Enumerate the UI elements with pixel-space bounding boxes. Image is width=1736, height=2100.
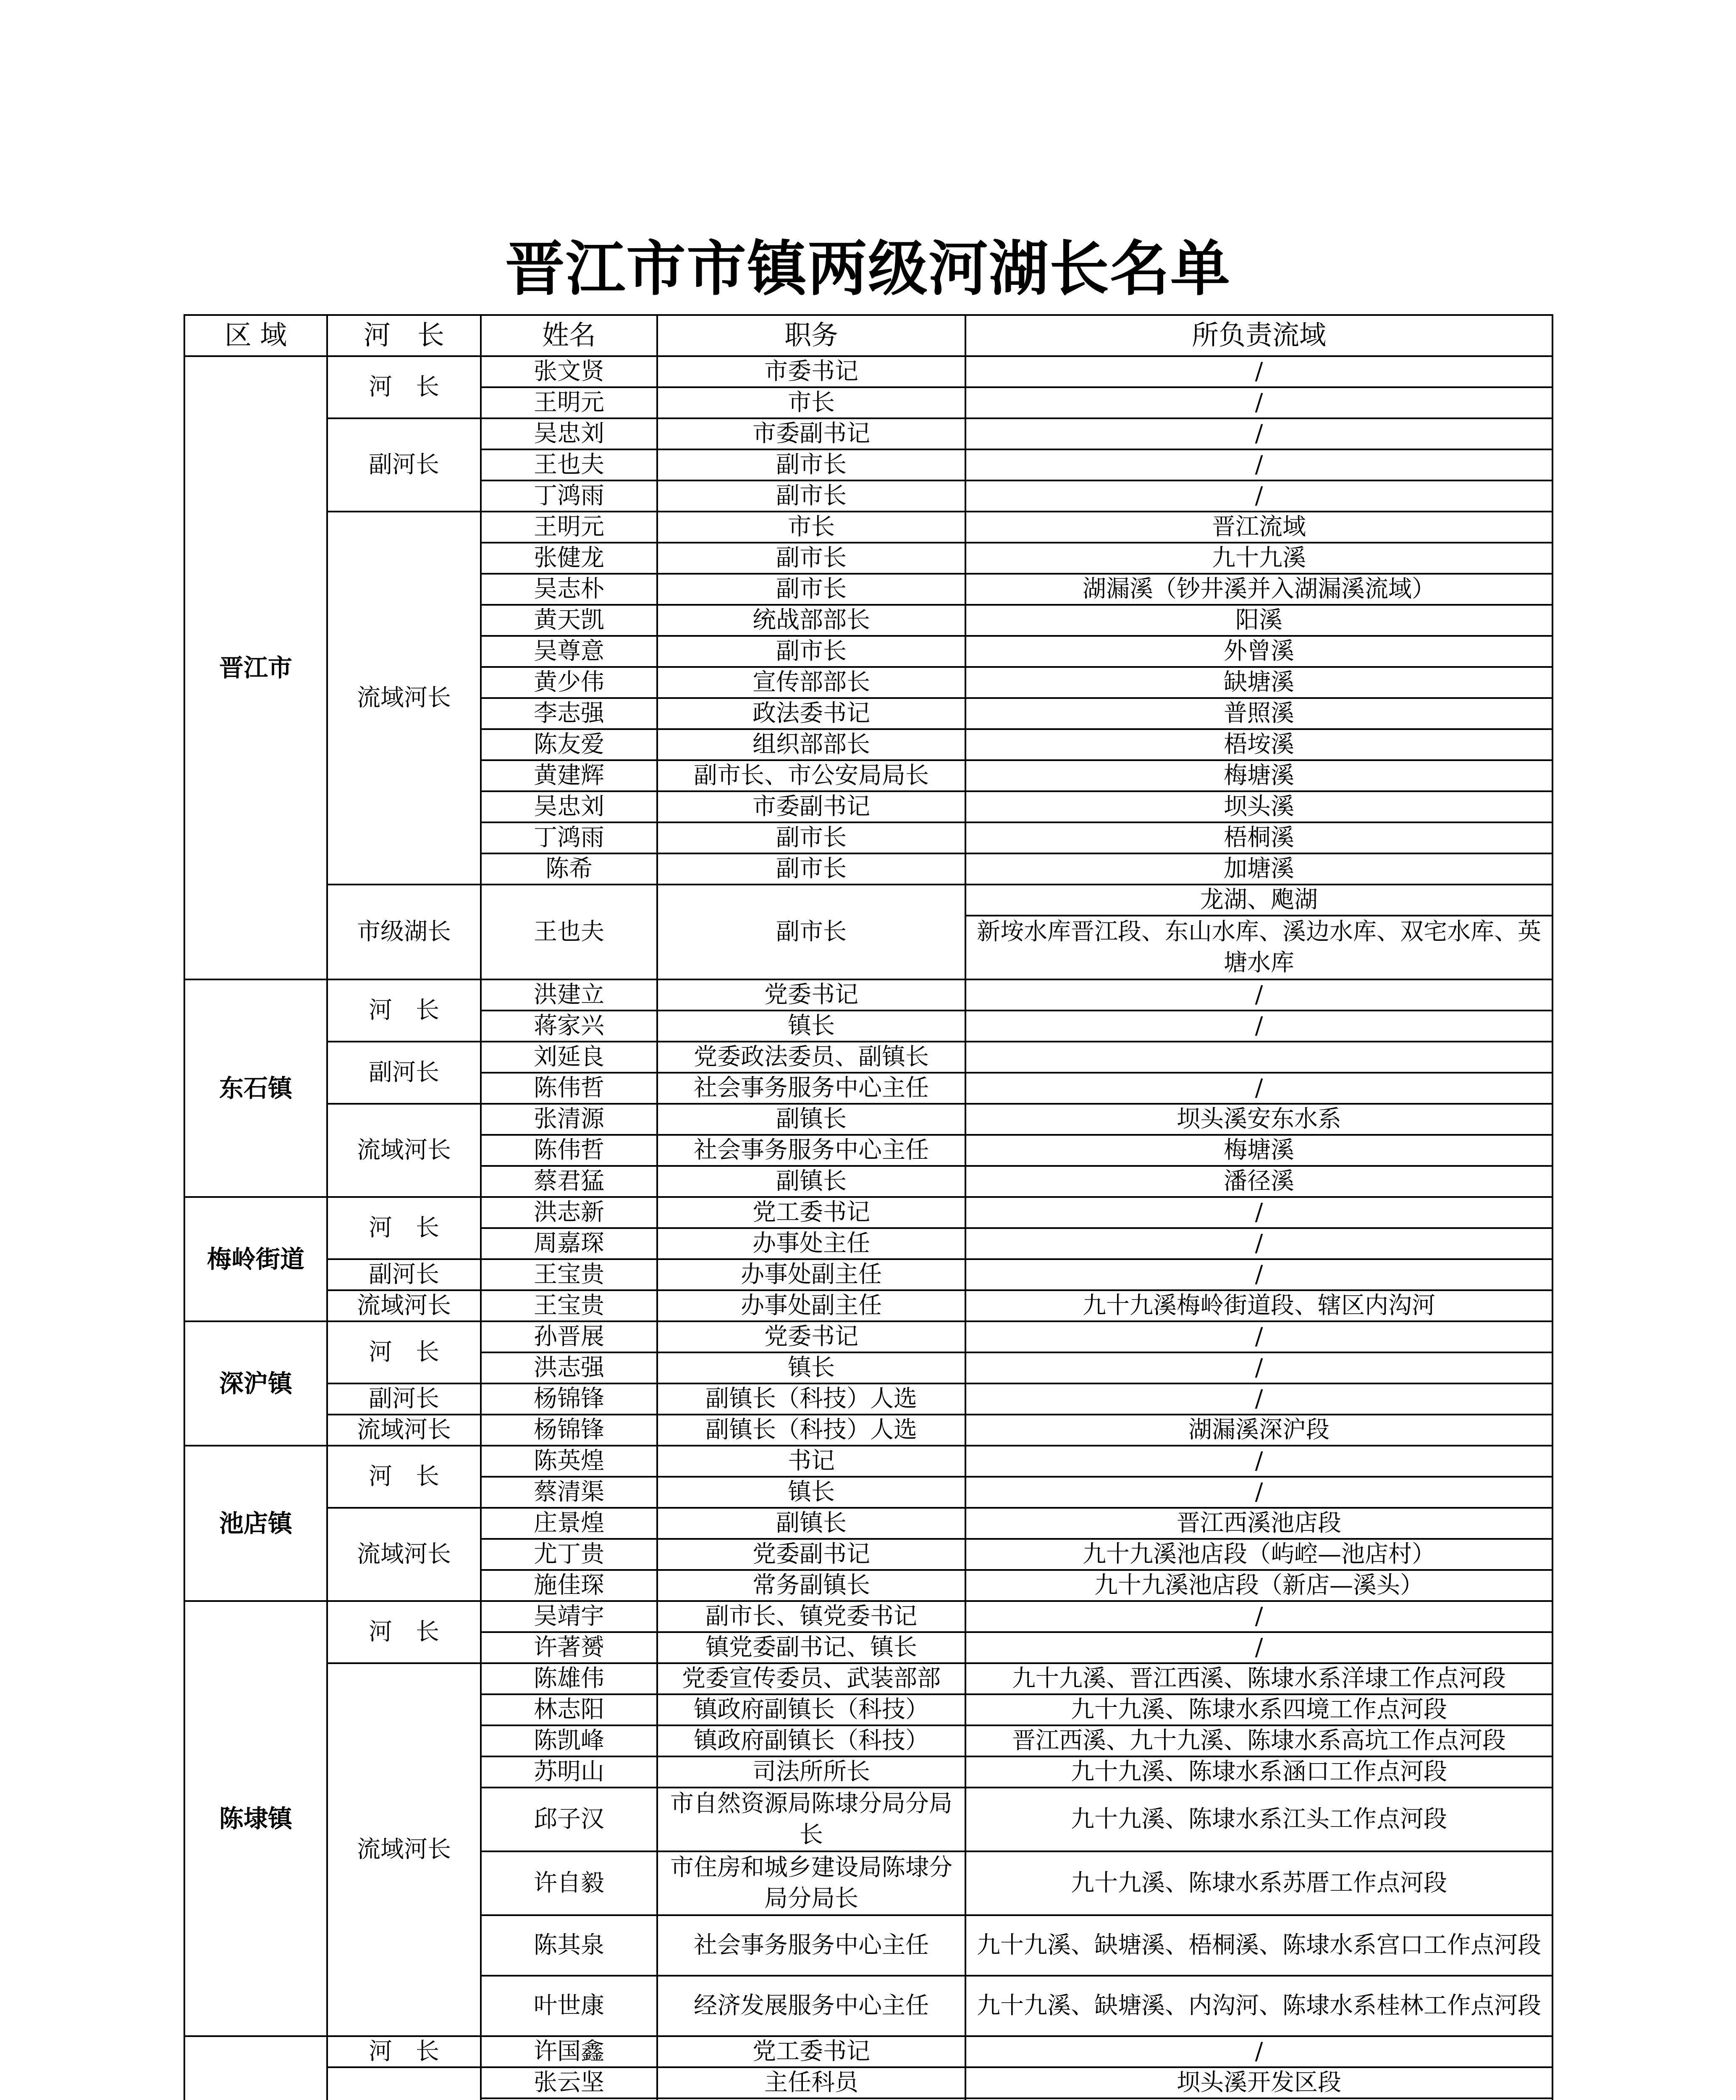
position-cell: 镇政府副镇长（科技） bbox=[657, 1725, 965, 1756]
position-cell: 党工委书记 bbox=[657, 1197, 965, 1228]
position-cell: 书记 bbox=[657, 1446, 965, 1477]
position-cell: 政法委书记 bbox=[657, 698, 965, 729]
table-row bbox=[184, 1446, 1552, 1477]
chief-role-cell: 河 长 bbox=[327, 356, 481, 418]
area-cell: / bbox=[965, 1477, 1552, 1508]
name-cell: 陈友爱 bbox=[481, 729, 657, 760]
area-cell: 九十九溪、缺塘溪、内沟河、陈埭水系桂林工作点河段 bbox=[965, 1976, 1552, 2036]
area-cell: 潘径溪 bbox=[965, 1166, 1552, 1197]
area-cell: / bbox=[965, 1259, 1552, 1290]
table-row bbox=[184, 1197, 1552, 1228]
position-cell: 副市长 bbox=[657, 853, 965, 885]
position-cell: 党工委书记 bbox=[657, 2036, 965, 2067]
area-cell: / bbox=[965, 449, 1552, 480]
area-cell: 九十九溪、缺塘溪、梧桐溪、陈埭水系宫口工作点河段 bbox=[965, 1915, 1552, 1976]
table-row bbox=[184, 2036, 1552, 2067]
area-cell: 晋江西溪池店段 bbox=[965, 1508, 1552, 1539]
area-cell: 加塘溪 bbox=[965, 853, 1552, 885]
table-row bbox=[184, 1321, 1552, 1352]
area-cell: 阳溪 bbox=[965, 605, 1552, 636]
position-cell: 社会事务服务中心主任 bbox=[657, 1915, 965, 1976]
name-cell: 张文贤 bbox=[481, 356, 657, 387]
position-cell: 党委书记 bbox=[657, 1321, 965, 1352]
position-cell: 司法所所长 bbox=[657, 1756, 965, 1788]
chief-role-cell: 副河长 bbox=[327, 1383, 481, 1415]
header-position: 职务 bbox=[657, 315, 965, 356]
position-cell: 办事处副主任 bbox=[657, 1290, 965, 1321]
position-cell: 党委书记 bbox=[657, 979, 965, 1011]
name-cell: 孙晋展 bbox=[481, 1321, 657, 1352]
name-cell: 蔡君猛 bbox=[481, 1166, 657, 1197]
chief-role-cell: 流域河长 bbox=[327, 1508, 481, 1601]
name-cell: 丁鸿雨 bbox=[481, 480, 657, 512]
position-cell: 党委宣传委员、武装部部 bbox=[657, 1663, 965, 1694]
area-cell: / bbox=[965, 387, 1552, 418]
name-cell: 吴忠刘 bbox=[481, 418, 657, 449]
name-cell: 陈凯峰 bbox=[481, 1725, 657, 1756]
position-cell: 副镇长 bbox=[657, 1104, 965, 1135]
position-cell: 副市长 bbox=[657, 480, 965, 512]
area-cell: 湖漏溪（钞井溪并入湖漏溪流域） bbox=[965, 574, 1552, 605]
region-cell bbox=[184, 2036, 327, 2100]
area-cell: 九十九溪梅岭街道段、辖区内沟河 bbox=[965, 1290, 1552, 1321]
region-cell: 晋江市 bbox=[184, 356, 327, 979]
position-cell: 市长 bbox=[657, 512, 965, 543]
chief-role-cell: 副河长 bbox=[327, 1042, 481, 1104]
position-cell: 经济发展服务中心主任 bbox=[657, 1976, 965, 2036]
area-cell: 缺塘溪 bbox=[965, 667, 1552, 698]
chief-role-cell: 河 长 bbox=[327, 1601, 481, 1663]
region-cell: 东石镇 bbox=[184, 979, 327, 1197]
position-cell: 副镇长 bbox=[657, 1508, 965, 1539]
area-cell: 九十九溪、陈埭水系苏厝工作点河段 bbox=[965, 1851, 1552, 1915]
table-row bbox=[184, 1601, 1552, 1632]
area-cell: 梧桐溪 bbox=[965, 822, 1552, 853]
position-cell: 市自然资源局陈埭分局分局长 bbox=[657, 1788, 965, 1851]
region-cell: 梅岭街道 bbox=[184, 1197, 327, 1321]
region-cell: 池店镇 bbox=[184, 1446, 327, 1601]
area-cell: / bbox=[965, 2036, 1552, 2067]
area-cell: 晋江流域 bbox=[965, 512, 1552, 543]
table-row bbox=[184, 885, 1552, 916]
chief-role-cell: 市级湖长 bbox=[327, 885, 481, 979]
position-cell: 镇长 bbox=[657, 1011, 965, 1042]
table-row bbox=[184, 979, 1552, 1011]
name-cell: 丁鸿雨 bbox=[481, 822, 657, 853]
name-cell: 林志阳 bbox=[481, 1694, 657, 1725]
name-cell: 李志强 bbox=[481, 698, 657, 729]
area-cell: / bbox=[965, 1073, 1552, 1104]
area-cell: / bbox=[965, 1446, 1552, 1477]
name-cell: 王明元 bbox=[481, 512, 657, 543]
position-cell: 副市长 bbox=[657, 885, 965, 979]
name-cell: 尤丁贵 bbox=[481, 1539, 657, 1570]
position-cell: 副市长 bbox=[657, 636, 965, 667]
name-cell: 施佳琛 bbox=[481, 1570, 657, 1601]
chief-role-cell: 河 长 bbox=[327, 1446, 481, 1508]
river-chief-table bbox=[184, 314, 1553, 2100]
position-cell: 社会事务服务中心主任 bbox=[657, 1135, 965, 1166]
table-row bbox=[184, 1415, 1552, 1446]
position-cell: 市长 bbox=[657, 387, 965, 418]
area-cell: / bbox=[965, 1197, 1552, 1228]
position-cell: 副市长 bbox=[657, 449, 965, 480]
name-cell: 陈其泉 bbox=[481, 1915, 657, 1976]
name-cell: 张清源 bbox=[481, 1104, 657, 1135]
area-cell: 九十九溪、陈埭水系四境工作点河段 bbox=[965, 1694, 1552, 1725]
header-chief-role: 河 长 bbox=[327, 315, 481, 356]
name-cell: 王也夫 bbox=[481, 449, 657, 480]
name-cell: 吴靖宇 bbox=[481, 1601, 657, 1632]
position-cell bbox=[657, 2098, 965, 2100]
name-cell: 洪志强 bbox=[481, 1352, 657, 1383]
name-cell: 陈英煌 bbox=[481, 1446, 657, 1477]
chief-role-cell: 河 长 bbox=[327, 1197, 481, 1259]
position-cell: 副镇长 bbox=[657, 1166, 965, 1197]
area-cell: 梧垵溪 bbox=[965, 729, 1552, 760]
position-cell: 办事处主任 bbox=[657, 1228, 965, 1259]
position-cell: 镇政府副镇长（科技） bbox=[657, 1694, 965, 1725]
area-cell: / bbox=[965, 979, 1552, 1011]
area-cell: 坝头溪安东水系 bbox=[965, 1104, 1552, 1135]
name-cell: 蔡清渠 bbox=[481, 1477, 657, 1508]
table-row bbox=[184, 1259, 1552, 1290]
name-cell: 蒋家兴 bbox=[481, 1011, 657, 1042]
table-row bbox=[184, 356, 1552, 387]
position-cell: 党委副书记 bbox=[657, 1539, 965, 1570]
area-cell: 九十九溪、陈埭水系江头工作点河段 bbox=[965, 1788, 1552, 1851]
page-title: 晋江市市镇两级河湖长名单 bbox=[505, 234, 1231, 304]
chief-role-cell: 河 长 bbox=[327, 2036, 481, 2067]
region-cell: 陈埭镇 bbox=[184, 1601, 327, 2036]
chief-role-cell: 副河长 bbox=[327, 1259, 481, 1290]
name-cell: 苏明山 bbox=[481, 1756, 657, 1788]
area-cell: 湖漏溪深沪段 bbox=[965, 1415, 1552, 1446]
name-cell: 杨锦锋 bbox=[481, 1383, 657, 1415]
region-cell: 深沪镇 bbox=[184, 1321, 327, 1446]
table-row bbox=[184, 1663, 1552, 1694]
area-cell: / bbox=[965, 1632, 1552, 1663]
position-cell: 宣传部部长 bbox=[657, 667, 965, 698]
position-cell: 镇党委副书记、镇长 bbox=[657, 1632, 965, 1663]
name-cell: 陈雄伟 bbox=[481, 1663, 657, 1694]
position-cell: 市委副书记 bbox=[657, 418, 965, 449]
position-cell: 组织部部长 bbox=[657, 729, 965, 760]
name-cell: 吴尊意 bbox=[481, 636, 657, 667]
name-cell: 张云坚 bbox=[481, 2067, 657, 2098]
position-cell: 副市长 bbox=[657, 574, 965, 605]
area-cell: 坝头溪 bbox=[965, 791, 1552, 822]
position-cell: 副市长 bbox=[657, 822, 965, 853]
area-cell: 梅塘溪 bbox=[965, 1135, 1552, 1166]
name-cell: 陈希 bbox=[481, 853, 657, 885]
name-cell bbox=[481, 2098, 657, 2100]
area-cell: 外曾溪 bbox=[965, 636, 1552, 667]
table-row bbox=[184, 1290, 1552, 1321]
position-cell: 副市长、镇党委书记 bbox=[657, 1601, 965, 1632]
name-cell: 许自毅 bbox=[481, 1851, 657, 1915]
position-cell: 统战部部长 bbox=[657, 605, 965, 636]
area-cell: 晋江西溪、九十九溪、陈埭水系高坑工作点河段 bbox=[965, 1725, 1552, 1756]
name-cell: 邱子汉 bbox=[481, 1788, 657, 1851]
name-cell: 王也夫 bbox=[481, 885, 657, 979]
area-cell: / bbox=[965, 1321, 1552, 1352]
chief-role-cell: 流域河长 bbox=[327, 1663, 481, 2036]
area-cell: / bbox=[965, 480, 1552, 512]
chief-role-cell: 流域河长 bbox=[327, 512, 481, 885]
area-cell: 新垵水库晋江段、东山水库、溪边水库、双宅水库、英塘水库 bbox=[965, 916, 1552, 979]
name-cell: 陈伟哲 bbox=[481, 1073, 657, 1104]
name-cell: 王明元 bbox=[481, 387, 657, 418]
position-cell: 办事处副主任 bbox=[657, 1259, 965, 1290]
area-cell bbox=[965, 1042, 1552, 1073]
name-cell: 吴志朴 bbox=[481, 574, 657, 605]
position-cell: 党委政法委员、副镇长 bbox=[657, 1042, 965, 1073]
name-cell: 王宝贵 bbox=[481, 1259, 657, 1290]
name-cell: 吴忠刘 bbox=[481, 791, 657, 822]
chief-role-cell: 河 长 bbox=[327, 1321, 481, 1383]
name-cell: 陈伟哲 bbox=[481, 1135, 657, 1166]
area-cell bbox=[965, 2098, 1552, 2100]
position-cell: 市委副书记 bbox=[657, 791, 965, 822]
area-cell: 九十九溪、晋江西溪、陈埭水系洋埭工作点河段 bbox=[965, 1663, 1552, 1694]
name-cell: 洪建立 bbox=[481, 979, 657, 1011]
position-cell: 镇长 bbox=[657, 1352, 965, 1383]
chief-role-cell: 流域河长 bbox=[327, 1415, 481, 1446]
area-cell: / bbox=[965, 1383, 1552, 1415]
area-cell: 九十九溪、陈埭水系涵口工作点河段 bbox=[965, 1756, 1552, 1788]
area-cell: / bbox=[965, 418, 1552, 449]
chief-role-cell: 流域河长 bbox=[327, 1104, 481, 1197]
position-cell: 社会事务服务中心主任 bbox=[657, 1073, 965, 1104]
name-cell: 许著赟 bbox=[481, 1632, 657, 1663]
area-cell: 九十九溪 bbox=[965, 543, 1552, 574]
table-row bbox=[184, 1508, 1552, 1539]
position-cell: 镇长 bbox=[657, 1477, 965, 1508]
name-cell: 王宝贵 bbox=[481, 1290, 657, 1321]
area-cell: 九十九溪池店段（屿崆—池店村） bbox=[965, 1539, 1552, 1570]
area-cell: / bbox=[965, 1352, 1552, 1383]
header-area: 所负责流域 bbox=[965, 315, 1552, 356]
name-cell: 黄少伟 bbox=[481, 667, 657, 698]
header-name: 姓名 bbox=[481, 315, 657, 356]
chief-role-cell bbox=[327, 2067, 481, 2100]
position-cell: 副镇长（科技）人选 bbox=[657, 1415, 965, 1446]
area-cell: 梅塘溪 bbox=[965, 760, 1552, 791]
area-cell: / bbox=[965, 356, 1552, 387]
name-cell: 许国鑫 bbox=[481, 2036, 657, 2067]
position-cell: 副市长 bbox=[657, 543, 965, 574]
table-row bbox=[184, 2067, 1552, 2098]
name-cell: 庄景煌 bbox=[481, 1508, 657, 1539]
area-cell: 九十九溪池店段（新店—溪头） bbox=[965, 1570, 1552, 1601]
name-cell: 杨锦锋 bbox=[481, 1415, 657, 1446]
chief-role-cell: 河 长 bbox=[327, 979, 481, 1042]
area-cell: / bbox=[965, 1601, 1552, 1632]
name-cell: 刘延良 bbox=[481, 1042, 657, 1073]
chief-role-cell: 流域河长 bbox=[327, 1290, 481, 1321]
name-cell: 黄建辉 bbox=[481, 760, 657, 791]
area-cell: 坝头溪开发区段 bbox=[965, 2067, 1552, 2098]
position-cell: 市委书记 bbox=[657, 356, 965, 387]
position-cell: 副镇长（科技）人选 bbox=[657, 1383, 965, 1415]
chief-role-cell: 副河长 bbox=[327, 418, 481, 512]
position-cell: 副市长、市公安局局长 bbox=[657, 760, 965, 791]
table-row bbox=[184, 1104, 1552, 1135]
table-row bbox=[184, 418, 1552, 449]
name-cell: 洪志新 bbox=[481, 1197, 657, 1228]
position-cell: 市住房和城乡建设局陈埭分局分局长 bbox=[657, 1851, 965, 1915]
table-row bbox=[184, 512, 1552, 543]
name-cell: 叶世康 bbox=[481, 1976, 657, 2036]
name-cell: 黄天凯 bbox=[481, 605, 657, 636]
name-cell: 周嘉琛 bbox=[481, 1228, 657, 1259]
table-row bbox=[184, 1383, 1552, 1415]
table-header-row bbox=[184, 315, 1552, 356]
table-body bbox=[184, 356, 1552, 2100]
area-cell: / bbox=[965, 1011, 1552, 1042]
position-cell: 常务副镇长 bbox=[657, 1570, 965, 1601]
name-cell: 张健龙 bbox=[481, 543, 657, 574]
header-region: 区 域 bbox=[184, 315, 327, 356]
table-row bbox=[184, 1042, 1552, 1073]
position-cell: 主任科员 bbox=[657, 2067, 965, 2098]
area-cell: 普照溪 bbox=[965, 698, 1552, 729]
area-cell: / bbox=[965, 1228, 1552, 1259]
area-cell: 龙湖、飑湖 bbox=[965, 885, 1552, 916]
